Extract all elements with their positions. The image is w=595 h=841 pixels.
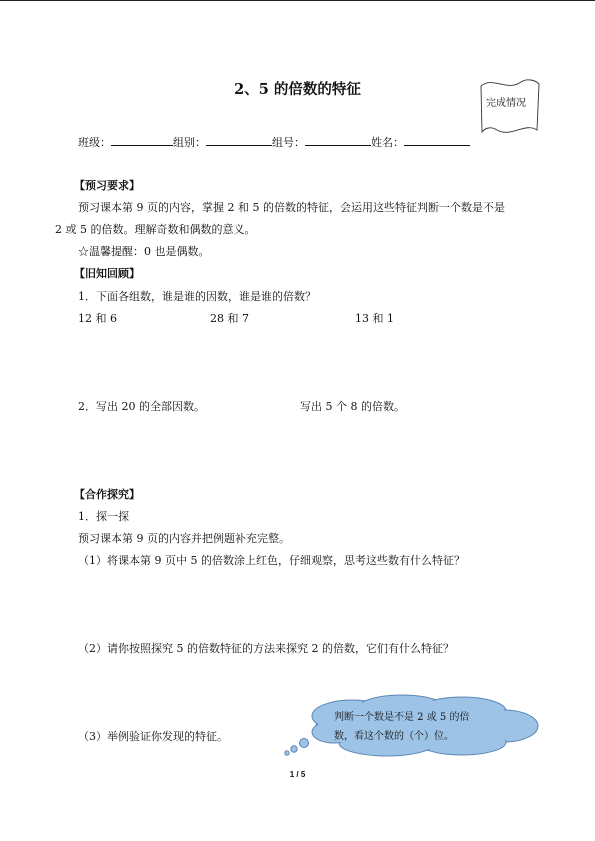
- preview-tip: ☆温馨提醒：0 也是偶数。: [78, 245, 210, 258]
- cloud-hint-line2: 数，看这个数的（个）位。: [334, 731, 454, 742]
- group-no-label: 组号：: [272, 136, 305, 149]
- completion-label: 完成情况: [486, 98, 526, 109]
- explore-intro: 预习课本第 9 页的内容并把例题补充完整。: [78, 532, 290, 545]
- name-blank[interactable]: [404, 133, 470, 146]
- pair-item: 28 和 7: [210, 312, 249, 325]
- completion-stamp: [477, 78, 543, 138]
- page-title: 2、5 的倍数的特征: [234, 81, 361, 98]
- explore-step-1: （1）将课本第 9 页中 5 的倍数涂上红色，仔细观察，思考这些数有什么特征？: [78, 554, 465, 567]
- pair-item: 12 和 6: [78, 312, 117, 325]
- pair-item: 13 和 1: [355, 312, 394, 325]
- explore-subheading: 1．探一探: [78, 510, 129, 523]
- preview-text-line2: 2 或 5 的倍数。理解奇数和偶数的意义。: [55, 223, 256, 236]
- name-label: 姓名：: [371, 136, 404, 149]
- review-question-2b: 写出 5 个 8 的倍数。: [300, 400, 405, 413]
- page-number: 1 / 5: [289, 770, 306, 779]
- explore-step-2: （2）请你按照探究 5 的倍数特征的方法来探究 2 的倍数，它们有什么特征？: [78, 642, 454, 655]
- cloud-hint-text: [334, 708, 514, 746]
- group-label: 组别：: [173, 136, 206, 149]
- preview-text-line1: 预习课本第 9 页的内容，掌握 2 和 5 的倍数的特征，会运用这些特征判断一个数是不是: [78, 201, 505, 214]
- student-info-row: [78, 133, 470, 150]
- cloud-hint-line1: 判断一个数是不是 2 或 5 的倍: [334, 712, 470, 723]
- hint-cloud: [282, 694, 552, 758]
- explore-step-3: （3）举例验证你发现的特征。: [78, 730, 228, 743]
- explore-heading: 【合作探究】: [74, 488, 140, 501]
- review-question-2a: 2．写出 20 的全部因数。: [78, 400, 205, 413]
- class-label: 班级：: [78, 136, 111, 149]
- top-border-line: [0, 0, 595, 1]
- group-blank[interactable]: [206, 133, 272, 146]
- preview-heading: 【预习要求】: [74, 179, 140, 192]
- group-no-blank[interactable]: [305, 133, 371, 146]
- review-question-1: 1．下面各组数，谁是谁的因数，谁是谁的倍数？: [78, 290, 316, 303]
- class-blank[interactable]: [111, 133, 173, 146]
- review-heading: 【旧知回顾】: [74, 267, 140, 280]
